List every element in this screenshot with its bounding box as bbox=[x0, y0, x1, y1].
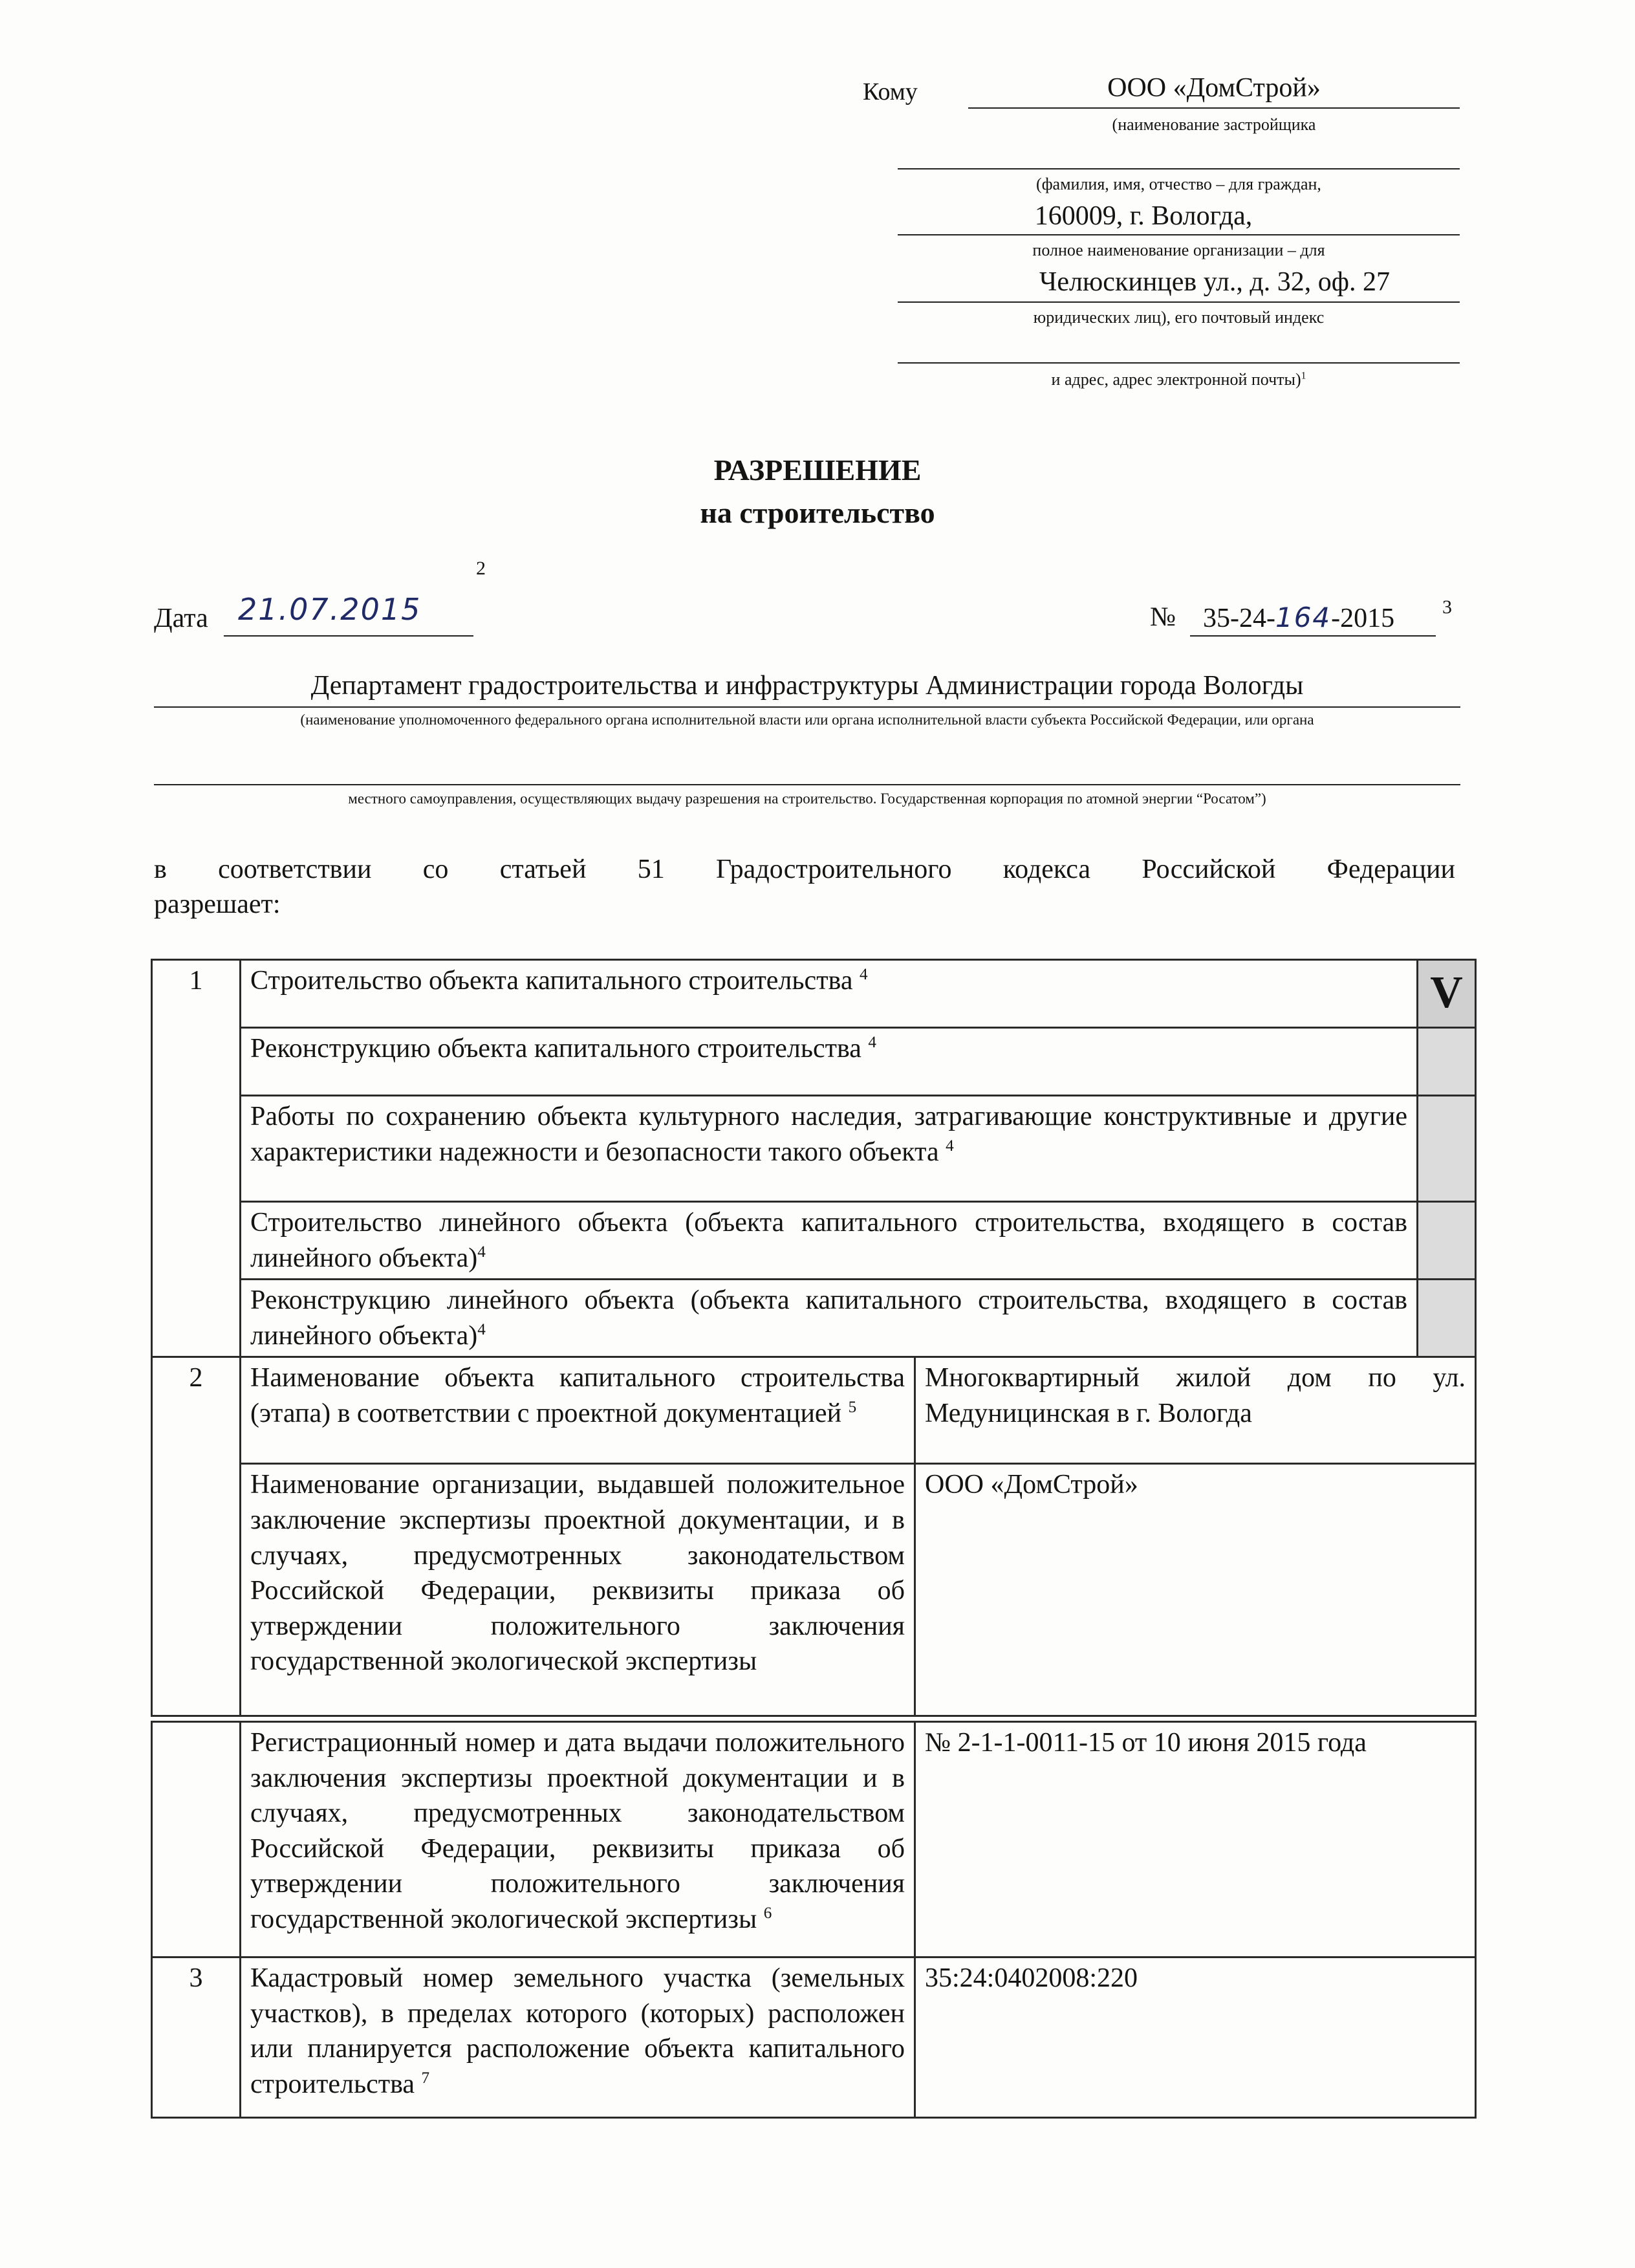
row-1-number: 1 bbox=[152, 960, 241, 1357]
table-row bbox=[152, 1202, 1476, 1280]
empty-check-cell bbox=[1418, 1028, 1476, 1096]
document-title: РАЗРЕШЕНИЕ bbox=[713, 453, 922, 486]
authority-caption-2: местного самоуправления, осуществляющих выдачу разрешения на строительство. Государственная корпорация по атомной энергии “Росатом”) bbox=[348, 791, 1266, 807]
option-text: Реконструкцию линейного объекта (объекта капитального строительства, входящего в состав линейного объекта) bbox=[250, 1285, 1407, 1351]
address-line-2: Челюскинцев ул., д. 32, оф. 27 bbox=[1039, 267, 1390, 297]
footnote-4: 4 bbox=[946, 1137, 954, 1155]
caption-email bbox=[898, 370, 1460, 389]
cadastral-label bbox=[241, 1957, 915, 2118]
option-text: Реконструкцию объекта капитального строительства bbox=[250, 1034, 861, 1063]
table-row bbox=[152, 1957, 1476, 2118]
cadastral-label-text: Кадастровый номер земельного участка (земельных участков), в пределах которого (которых) расположен или планируется расположение объекта капитального строительства bbox=[250, 1963, 905, 2099]
table-row bbox=[152, 960, 1476, 1028]
blank-underline-1 bbox=[898, 168, 1460, 169]
authority-caption-1: (наименование уполномоченного федерального органа исполнительной власти или органа исполнительной власти субъекта Российской Федерации, или органа bbox=[300, 712, 1314, 728]
table-row bbox=[152, 1357, 1476, 1464]
footnote-4: 4 bbox=[859, 966, 868, 983]
authority-blank-underline bbox=[154, 784, 1460, 785]
row-2-number: 2 bbox=[152, 1357, 241, 1716]
number-label: № bbox=[1150, 602, 1176, 632]
intro-line-1: в соответствии со статьей 51 Градостроительного кодекса Российской Федерации bbox=[154, 855, 1455, 884]
option-linear-construction bbox=[241, 1202, 1418, 1280]
row-2-continued-number bbox=[152, 1722, 241, 1957]
option-linear-reconstruction bbox=[241, 1280, 1418, 1357]
footnote-6: 6 bbox=[763, 1904, 772, 1922]
number-underline bbox=[1190, 635, 1436, 637]
expert-org-label: Наименование организации, выдавшей положительное заключение экспертизы проектной документации, и в случаях, предусмотренных законодательством Российской Федерации, реквизиты приказа об утверждении положительного заключения государственной экологической экспертизы bbox=[241, 1464, 915, 1716]
date-label: Дата bbox=[154, 604, 208, 633]
intro-line-2: разрешает: bbox=[154, 889, 281, 919]
footnote-5: 5 bbox=[848, 1398, 857, 1416]
caption-fio: (фамилия, имя, отчество – для граждан, bbox=[1036, 175, 1321, 193]
permit-table bbox=[151, 959, 1477, 1717]
number-handwritten: 164 bbox=[1275, 602, 1332, 633]
row-3-number: 3 bbox=[152, 1957, 241, 2118]
footnote-1: 1 bbox=[1301, 370, 1306, 382]
table-row bbox=[152, 1096, 1476, 1202]
footnote-4: 4 bbox=[868, 1034, 876, 1051]
table-row bbox=[152, 1028, 1476, 1096]
address-line-1: 160009, г. Вологда, bbox=[1034, 201, 1253, 231]
registration-value: № 2-1-1-0011-15 от 10 июня 2015 года bbox=[915, 1722, 1476, 1957]
expert-org-value: ООО «ДомСтрой» bbox=[915, 1464, 1476, 1716]
footnote-4: 4 bbox=[477, 1243, 486, 1261]
number-value bbox=[1203, 602, 1394, 634]
address-underline-2 bbox=[898, 301, 1460, 303]
empty-check-cell bbox=[1418, 1280, 1476, 1357]
empty-check-cell bbox=[1418, 1096, 1476, 1202]
option-capital-reconstruction bbox=[241, 1028, 1418, 1096]
developer-name: ООО «ДомСтрой» bbox=[1107, 73, 1321, 103]
cadastral-value: 35:24:0402008:220 bbox=[915, 1957, 1476, 2118]
date-underline bbox=[224, 635, 473, 637]
registration-label bbox=[241, 1722, 915, 1957]
caption-email-text: и адрес, адрес электронной почты) bbox=[1051, 370, 1301, 389]
object-name-value: Многоквартирный жилой дом по ул. Медуницинская в г. Вологда bbox=[915, 1357, 1476, 1464]
caption-org: полное наименование организации – для bbox=[1032, 241, 1325, 259]
table-row bbox=[152, 1722, 1476, 1957]
empty-check-cell bbox=[1418, 1202, 1476, 1280]
address-underline-1 bbox=[898, 234, 1460, 235]
option-text: Строительство линейного объекта (объекта капитального строительства, входящего в состав линейного объекта) bbox=[250, 1208, 1407, 1273]
option-text: Работы по сохранению объекта культурного наследия, затрагивающие конструктивные и другие характеристики надежности и безопасности такого объекта bbox=[250, 1102, 1407, 1167]
footnote-2: 2 bbox=[476, 558, 486, 579]
permit-table-continued bbox=[151, 1721, 1477, 2119]
checkmark-cell: V bbox=[1418, 960, 1476, 1028]
document-subtitle: на строительство bbox=[700, 496, 935, 529]
object-name-label bbox=[241, 1357, 915, 1464]
object-label-text: Наименование объекта капитального строительства (этапа) в соответствии с проектной документацией bbox=[250, 1363, 905, 1428]
option-cultural-heritage bbox=[241, 1096, 1418, 1202]
number-prefix: 35-24- bbox=[1203, 604, 1275, 633]
footnote-7: 7 bbox=[421, 2069, 430, 2087]
to-label: Кому bbox=[863, 78, 918, 105]
blank-underline-2 bbox=[898, 362, 1460, 364]
number-suffix: -2015 bbox=[1331, 604, 1395, 633]
option-text: Строительство объекта капитального строительства bbox=[250, 966, 853, 996]
caption-legal: юридических лиц), его почтовый индекс bbox=[1033, 308, 1325, 327]
caption-developer: (наименование застройщика bbox=[1112, 115, 1316, 134]
option-capital-construction bbox=[241, 960, 1418, 1028]
authority-underline bbox=[154, 706, 1460, 708]
registration-label-text: Регистрационный номер и дата выдачи положительного заключения экспертизы проектной документации и в случаях, предусмотренных законодательством Российской Федерации, реквизиты приказа об утверждении положительного заключения государственной экологической экспертизы bbox=[250, 1728, 905, 1934]
table-row bbox=[152, 1464, 1476, 1716]
developer-underline bbox=[968, 107, 1460, 109]
footnote-4: 4 bbox=[477, 1320, 486, 1338]
date-value: 21.07.2015 bbox=[238, 592, 422, 627]
authority-name: Департамент градостроительства и инфраструктуры Администрации города Вологды bbox=[310, 671, 1304, 701]
table-row bbox=[152, 1280, 1476, 1357]
footnote-3: 3 bbox=[1442, 596, 1452, 618]
